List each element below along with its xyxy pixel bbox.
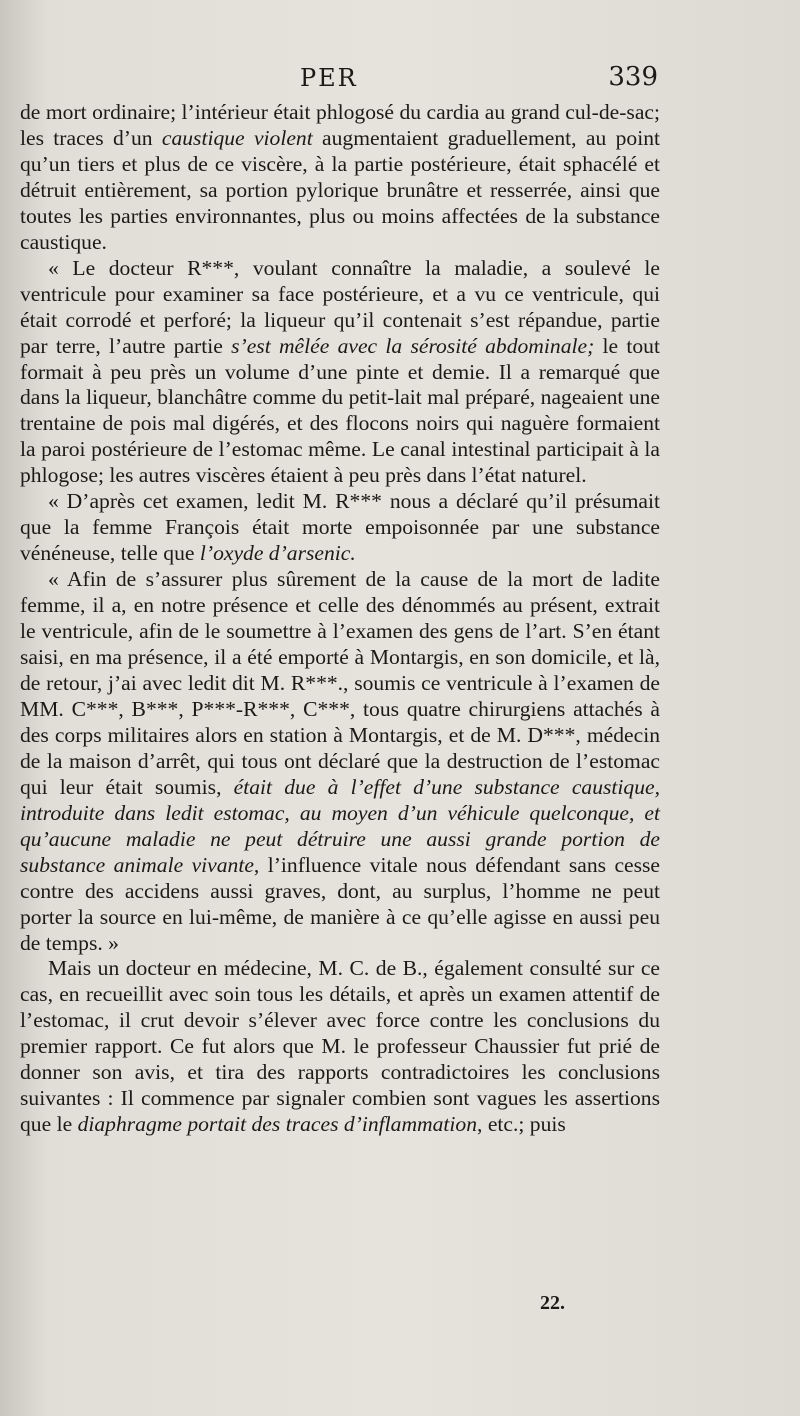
paragraph [20,567,660,956]
paragraph [20,956,660,1138]
text-run: Mais un docteur en médecine, M. C. de B., également consulté sur ce cas, en recueillit avec soin tous les détails, et après un examen attentif de l’estomac, il crut devoir s’élever avec force contre les conclusions du premier rapport. Ce fut alors que M. le professeur Chaussier fut prié de donner son avis, et tira des rapports contradictoires les conclusions suivantes : Il commence par signaler combien sont vagues les assertions que le [20,956,660,1137]
body-text [20,100,660,1138]
paragraph [20,100,660,256]
text-run: le tout formait à peu près un volume d’une pinte et demie. Il a remarqué que dans la liqueur, blanchâtre comme du petit-lait mal préparé, nageaient une trentaine de pois mal digérés, et des flocons noirs qui naguère formaient la paroi postérieure de l’estomac même. Le canal intestinal participait à la phlogose; les autres viscères étaient à peu près dans l’état naturel. [20,333,660,488]
text-run: « Afin de s’assurer plus sûrement de la cause de la mort de ladite femme, il a, en notre présence et celle des dénommés au présent, extrait le ventricule, afin de le soumettre à l’examen des gens de l’art. S’en étant saisi, en ma présence, il a été emporté à Montargis, en son domicile, et là, de retour, j’ai avec ledit dit M. R***., soumis ce ventricule à l’examen de MM. C***, B***, P***-R***, C***, tous quatre chirurgiens attachés à des corps militaires alors en station à Montargis, et de M. D***, médecin de la maison d’arrêt, qui tous ont déclaré que la destruction de l’estomac qui leur était soumis, [20,567,660,799]
signature-mark: 22. [540,1292,565,1314]
running-head: PER [300,64,358,92]
italic-text: caustique violent [161,125,313,150]
italic-text: l’oxyde d’arsenic. [199,541,356,566]
paragraph [20,489,660,567]
text-run: , l’influence vitale nous défendant sans cesse contre des accidens aussi graves, dont, au surplus, l’homme ne peut porter la source en lui-même, de manière à ce qu’elle agisse en aussi peu de temps. » [20,852,661,955]
page-header [0,60,800,100]
italic-text: était due à l’effet d’une substance caustique, introduite dans ledit estomac, au moyen d’un véhicule quelconque, et qu’aucune maladie ne peut détruire une aussi grande portion de substance animale vivante [20,774,660,877]
text-run: augmentaient graduellement, au point qu’un tiers et plus de ce viscère, à la partie postérieure, était sphacélé et détruit entièrement, sa portion pylorique brunâtre et resserrée, ainsi que toutes les parties environnantes, plus ou moins affectées de la substance caustique. [20,125,660,254]
text-run: « D’après cet examen, ledit M. R*** nous a déclaré qu’il présumait que la femme François était morte empoisonnée par une substance vénéneuse, telle que [20,489,660,566]
text-run: , etc.; puis [477,1112,566,1137]
text-run: « Le docteur R***, voulant connaître la maladie, a soulevé le ventricule pour examiner sa face postérieure, et a vu ce ventricule, qui était corrodé et perforé; la liqueur qu’il contenait s’est répandue, partie par terre, l’autre partie [20,255,660,358]
italic-text: diaphragme portait des traces d’inflammation [77,1112,478,1137]
page-number: 339 [608,62,658,92]
italic-text: s’est mêlée avec la sérosité abdominale; [231,333,595,358]
paragraph [20,256,660,490]
text-run: de mort ordinaire; l’intérieur était phlogosé du cardia au grand cul-de-sac; les traces d’un [20,100,660,150]
